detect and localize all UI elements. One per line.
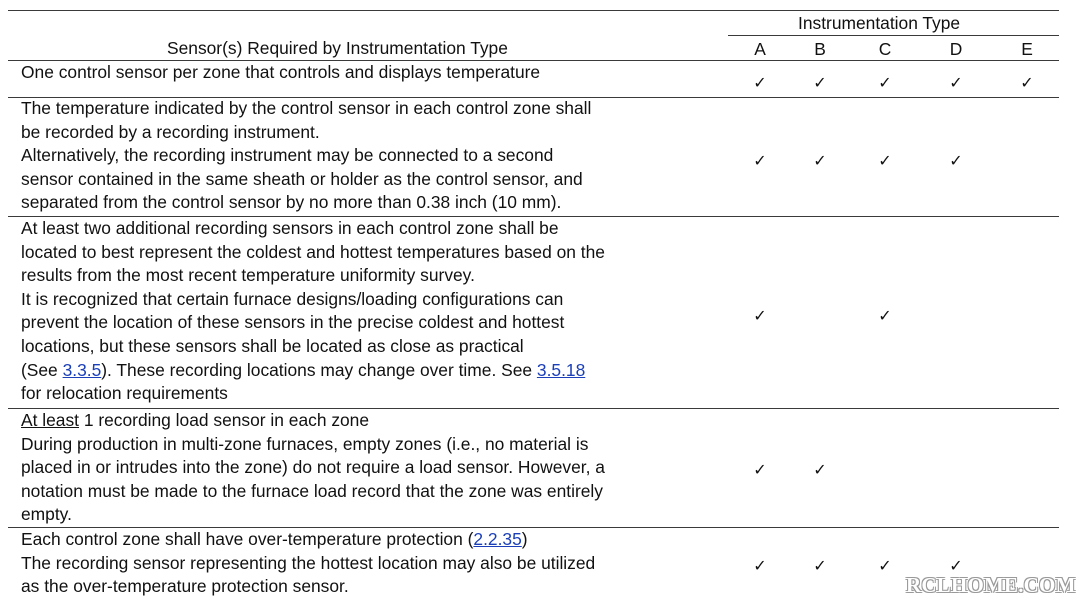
row-text-line-with-link xyxy=(21,528,736,552)
row-text-line: placed in or intrudes into the zone) do not require a load sensor. However, a xyxy=(21,457,605,478)
underlined-text: At least xyxy=(21,410,79,430)
row-text-line: One control sensor per zone that controls and displays temperature xyxy=(21,62,541,82)
text-segment: ) xyxy=(521,529,528,549)
checkmark-icon: ✓ xyxy=(813,460,827,479)
row-text-line: At least two additional recording sensors in each control zone shall be xyxy=(21,218,559,238)
row-text-line: empty. xyxy=(21,504,72,525)
row-text-line: be recorded by a recording instrument. xyxy=(21,121,320,142)
row-text-line: sensor contained in the same sheath or holder as the control sensor, and xyxy=(21,168,583,189)
row-text-line: The recording sensor representing the hottest location may also be utilized xyxy=(21,552,596,573)
text-segment: 1 recording load sensor in each zone xyxy=(79,410,370,430)
row-text-line: locations, but these sensors shall be located as close as practical xyxy=(21,335,524,356)
type-header-a: A xyxy=(754,39,766,59)
row-text-line: Alternatively, the recording instrument may be connected to a second xyxy=(21,145,554,166)
section-link-3-3-5[interactable]: 3.3.5 xyxy=(62,359,102,380)
checkmark-icon: ✓ xyxy=(753,73,767,92)
table-row xyxy=(21,97,736,215)
checkmark-icon: ✓ xyxy=(878,73,892,92)
table-top-rule xyxy=(8,10,1059,11)
row-text-line xyxy=(21,409,736,433)
type-header-b: B xyxy=(814,39,826,59)
row-text-line: separated from the control sensor by no more than 0.38 inch (10 mm). xyxy=(21,192,562,213)
checkmark-icon: ✓ xyxy=(753,556,767,575)
text-segment: ). These recording locations may change over time. See xyxy=(101,359,537,380)
row-text-line: located to best represent the coldest and hottest temperatures based on the xyxy=(21,241,605,262)
row-text-line: results from the most recent temperature uniformity survey. xyxy=(21,265,475,286)
section-link-2-2-35[interactable]: 2.2.35 xyxy=(473,529,522,549)
instrumentation-type-header: Instrumentation Type xyxy=(798,13,961,33)
checkmark-icon: ✓ xyxy=(878,556,892,575)
table-row xyxy=(21,528,736,599)
checkmark-icon: ✓ xyxy=(878,306,892,325)
row-text-line: for relocation requirements xyxy=(21,383,228,404)
checkmark-icon: ✓ xyxy=(949,151,963,170)
row-text-line: notation must be made to the furnace load record that the zone was entirely xyxy=(21,480,603,501)
type-header-d: D xyxy=(949,39,963,59)
row-text-line: The temperature indicated by the control sensor in each control zone shall xyxy=(21,98,592,118)
group-header-rule xyxy=(728,35,1059,36)
row-text-line-with-links xyxy=(21,359,736,383)
checkmark-icon: ✓ xyxy=(813,151,827,170)
row-text-line: prevent the location of these sensors in the precise coldest and hottest xyxy=(21,312,565,333)
checkmark-icon: ✓ xyxy=(753,460,767,479)
checkmark-icon: ✓ xyxy=(949,556,963,575)
checkmark-icon: ✓ xyxy=(878,151,892,170)
section-link-3-5-18[interactable]: 3.5.18 xyxy=(536,359,586,380)
table-row xyxy=(21,61,736,85)
checkmark-icon: ✓ xyxy=(949,73,963,92)
checkmark-icon: ✓ xyxy=(813,556,827,575)
text-segment: Each control zone shall have over-temperature protection ( xyxy=(21,529,474,549)
table-row xyxy=(21,217,736,406)
checkmark-icon: ✓ xyxy=(1020,73,1034,92)
checkmark-icon: ✓ xyxy=(753,306,767,325)
checkmark-icon: ✓ xyxy=(813,73,827,92)
text-segment: (See xyxy=(21,359,63,380)
sensor-column-header: Sensor(s) Required by Instrumentation Type xyxy=(167,38,508,58)
table-row xyxy=(21,409,736,527)
row-text-line: as the over-temperature protection sensor. xyxy=(21,576,349,597)
checkmark-icon: ✓ xyxy=(753,151,767,170)
type-header-c: C xyxy=(878,39,892,59)
row-text-line: During production in multi-zone furnaces, empty zones (i.e., no material is xyxy=(21,433,589,454)
row-text-line: It is recognized that certain furnace designs/loading configurations can xyxy=(21,288,564,309)
watermark-logo: RCLHOME.COM xyxy=(906,573,1076,597)
type-header-e: E xyxy=(1021,39,1033,59)
